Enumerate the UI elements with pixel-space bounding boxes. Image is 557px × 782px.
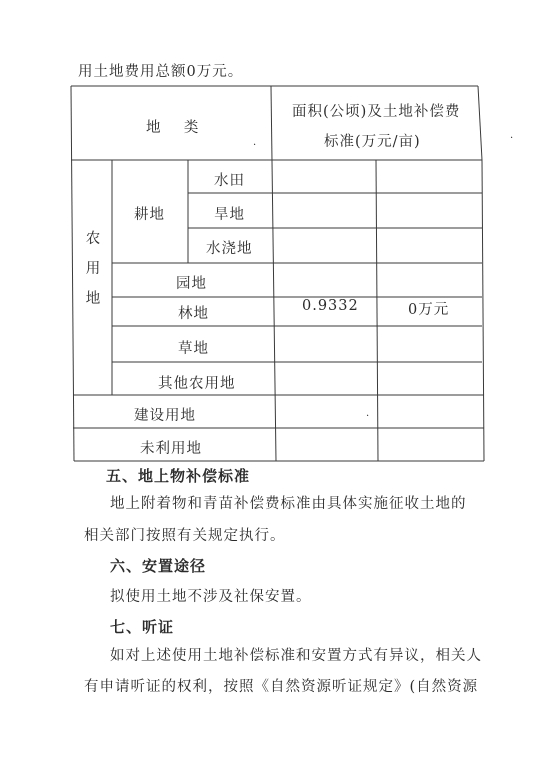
section7-line2: 有申请听证的权利，按照《自然资源听证规定》(自然资源 [84,679,479,695]
section5-line2: 相关部门按照有关规定执行。 [84,528,286,544]
agri-land-label-1: 农 [85,231,101,247]
speck-mark: . [253,137,257,148]
section7-line1: 如对上述使用土地补偿标准和安置方式有异议，相关人 [110,648,482,664]
section5-line1: 地上附着物和青苗补偿费标准由具体实施征收土地的 [110,496,467,512]
section6-line1: 拟使用土地不涉及社保安置。 [110,589,312,605]
section6-title: 六、安置途径 [110,557,207,575]
row-forest: 林地 [178,306,209,322]
row-dry: 旱地 [214,207,245,223]
agri-land-label-3: 地 [85,291,101,307]
section7-title: 七、听证 [110,618,175,636]
section5-title: 五、地上物补偿标准 [106,467,251,485]
speck-mark: . [366,408,370,419]
row-paddy: 水田 [214,173,245,189]
agri-land-label-2: 用 [85,261,101,277]
forest-area-value: 0.9332 [302,298,359,314]
intro-line: 用土地费用总额0万元。 [78,64,244,80]
header-area-line2: 标准(万元/亩) [324,134,421,150]
forest-fee-value: 0万元 [408,302,450,318]
row-irrigated: 水浇地 [206,241,253,257]
row-construction: 建设用地 [134,408,196,424]
speck-mark: . [510,130,514,141]
row-grass: 草地 [178,341,209,357]
header-area-line1: 面积(公顷)及土地补偿费 [292,104,461,120]
arable-land-label: 耕地 [134,207,165,223]
row-other-agri: 其他农用地 [158,376,236,392]
row-garden: 园地 [176,276,207,292]
header-land-type: 地 类 [146,120,200,136]
row-unused: 未利用地 [140,441,202,457]
